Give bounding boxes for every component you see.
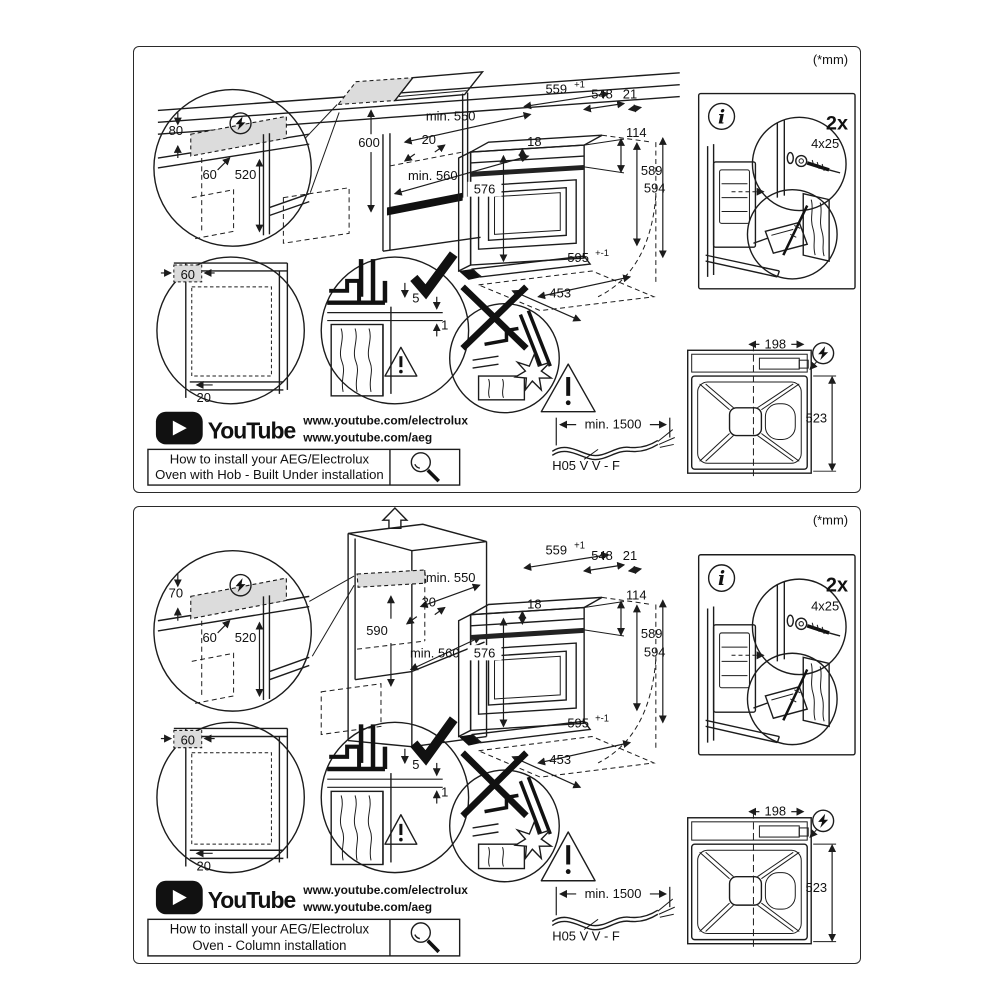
dim-gap-1: 1 bbox=[441, 317, 449, 333]
dim-oven-width: 548 bbox=[591, 547, 613, 563]
caption-line-2: Oven with Hob - Built Under installation bbox=[155, 467, 384, 483]
youtube-url-electrolux: www.youtube.com/electrolux bbox=[303, 413, 468, 428]
cable-type-label: H05 V V - F bbox=[552, 458, 620, 474]
dim-height-1: 589 bbox=[640, 162, 663, 178]
screw-qty-label: 2x bbox=[825, 112, 849, 135]
warning-icon bbox=[541, 364, 595, 412]
dim-front-height: 576 bbox=[473, 645, 496, 661]
dim-niche-width: 559 bbox=[545, 81, 568, 97]
dim-floor-depth: 453 bbox=[549, 751, 572, 767]
info-icon: i bbox=[717, 106, 726, 129]
dim-niche-width-tol: +1 bbox=[574, 78, 585, 90]
dim-floor-width-tol: +-1 bbox=[595, 713, 610, 725]
dim-height-2: 594 bbox=[643, 644, 666, 660]
caption-line-1: How to install your AEG/Electrolux bbox=[169, 451, 370, 467]
dim-control-panel: 114 bbox=[625, 587, 647, 603]
warning-icon bbox=[541, 832, 595, 881]
dim-min-depth: min. 550 bbox=[425, 108, 476, 124]
cable-length-label: min. 1500 bbox=[584, 416, 642, 432]
column-installation-panel bbox=[133, 506, 861, 964]
screw-qty-label: 2x bbox=[825, 574, 849, 597]
dim-control-panel: 114 bbox=[625, 125, 647, 141]
built-under-installation-panel bbox=[133, 46, 861, 493]
cable-length-label: min. 1500 bbox=[584, 885, 642, 902]
dim-rear-gap: 20 bbox=[421, 594, 436, 610]
dim-trim: 21 bbox=[622, 86, 638, 102]
dim-side-top: 60 bbox=[180, 732, 195, 748]
dim-niche-width-tol: +1 bbox=[574, 540, 585, 552]
units-label: (*mm) bbox=[812, 512, 849, 528]
dim-front-height: 576 bbox=[473, 181, 496, 197]
youtube-url-aeg: www.youtube.com/aeg bbox=[303, 900, 433, 915]
electrical-zone-detail-circle bbox=[154, 551, 311, 711]
dim-floor-width-tol: +-1 bbox=[595, 247, 610, 259]
dim-rear-offset: 198 bbox=[764, 336, 787, 352]
dim-side-bottom: 20 bbox=[196, 858, 211, 874]
side-clearance-detail-circle bbox=[157, 722, 304, 872]
cable-type-label: H05 V V - F bbox=[552, 928, 620, 944]
dim-niche-height: 590 bbox=[366, 622, 388, 638]
dim-rear-offset: 198 bbox=[764, 803, 787, 819]
dim-height-1: 589 bbox=[640, 625, 663, 642]
dim-side-bottom: 20 bbox=[196, 389, 211, 405]
dim-top-recess: 18 bbox=[527, 596, 542, 612]
dim-rear-height: 523 bbox=[805, 879, 828, 895]
dim-height-2: 594 bbox=[643, 180, 666, 196]
youtube-url-aeg: www.youtube.com/aeg bbox=[303, 430, 433, 445]
dim-zone-offset: 60 bbox=[202, 629, 217, 646]
dim-rear-height: 523 bbox=[805, 410, 828, 426]
dim-floor-width: 595 bbox=[567, 250, 589, 266]
dim-min-width: min. 560 bbox=[409, 645, 460, 661]
dim-zone-depth: 520 bbox=[234, 629, 257, 646]
screw-size-label: 4x25 bbox=[811, 136, 840, 152]
dim-top-recess: 18 bbox=[527, 134, 542, 150]
column-cabinet-drawing bbox=[309, 508, 486, 747]
dim-floor-depth: 453 bbox=[549, 285, 572, 301]
dim-niche-height: 600 bbox=[358, 135, 380, 151]
caption-line-2: Oven - Column installation bbox=[192, 937, 347, 953]
dim-min-depth: min. 550 bbox=[425, 570, 476, 586]
dim-rear-gap: 20 bbox=[421, 132, 436, 148]
dim-floor-width: 595 bbox=[567, 715, 589, 731]
dim-gap-5: 5 bbox=[412, 290, 420, 306]
youtube-url-electrolux: www.youtube.com/electrolux bbox=[303, 882, 468, 897]
dim-min-width: min. 560 bbox=[407, 167, 458, 183]
dim-zone-height: 70 bbox=[168, 585, 184, 601]
dim-zone-depth: 520 bbox=[234, 166, 257, 182]
dim-side-top: 60 bbox=[180, 266, 195, 282]
units-label: (*mm) bbox=[812, 51, 849, 67]
youtube-logo-text: YouTube bbox=[207, 417, 296, 444]
dim-gap-5: 5 bbox=[412, 756, 420, 773]
screw-size-label: 4x25 bbox=[811, 598, 840, 614]
dim-zone-offset: 60 bbox=[202, 166, 217, 182]
youtube-logo-text: YouTube bbox=[207, 886, 296, 914]
dim-zone-height: 80 bbox=[168, 123, 184, 139]
info-icon: i bbox=[717, 567, 726, 591]
dim-gap-1: 1 bbox=[441, 784, 449, 800]
dim-trim: 21 bbox=[622, 547, 638, 563]
caption-line-1: How to install your AEG/Electrolux bbox=[169, 921, 370, 937]
dim-oven-width: 548 bbox=[591, 86, 613, 102]
dim-niche-width: 559 bbox=[545, 542, 568, 558]
side-clearance-detail-circle bbox=[157, 257, 304, 404]
